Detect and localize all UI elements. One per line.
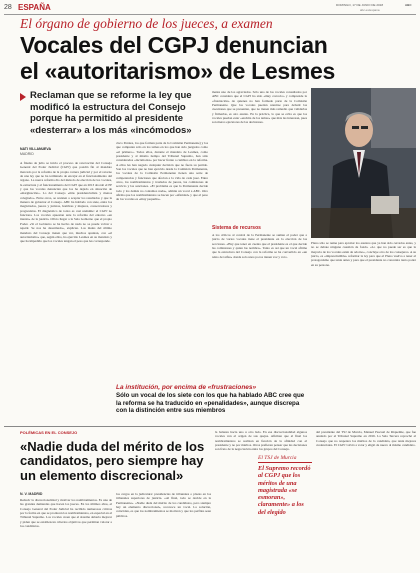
section2-tag: POLÉMICAS EN EL CONSEJO	[20, 430, 78, 435]
section2-title: «Nadie duda del mérito de los candidatos, pero siempre hay un elemento discrecional»	[20, 439, 205, 483]
body-column-3-text: menta uno de los agraviados. Sólo uno de los vocales consultados por ABC considera que el CGPJ ha sido «muy correcto» y comprende la «frustración» de quienes no han formado parte de la Comisión Permanente. Que los vocales puedan reunirse para debatir las cuestiones que se presentan, que no tienen más remedio que validarlas y firmarlas, es otro asunto. En la práctica, lo que se evita es que los vocales puedan estar «encima de los temas» que más les interesan, pues son meros ejecutores de las decisiones.	[212, 90, 307, 125]
photo-lesmes	[311, 88, 416, 238]
highlight-text: El Supremo recordó al CGPJ que los méritos de una magistrada «se esmoran», claramente» a los del elegido	[258, 465, 311, 516]
byline-place: MADRID	[20, 152, 34, 156]
highlight-box	[258, 455, 312, 565]
pullquote	[116, 384, 306, 415]
divider	[4, 426, 416, 427]
body-column-2: cisco Perales, los que forman parte de la Comisión Permanente) y los que computan sólo en los temas en los que han sido juzgados como «el primero». Todos ellos, durante el mandato de Lesmes, como presidente y al mismo tiempo del Tribunal Supremo, han sido considerados «incómodos» por hacer frente a cambios en la reforma. A ellos les han negado cualquier decisión que no fuera su partido. Son los vocales que no han ejercido desde la Comisión Permanente, los vocales de la Comisión Permanente tienen una serie de competencias y funciones que afectan a la vida de cada juez. Entre otros, los nombramientos y traslados de jueces, las comisiones de servicio y las sanciones. «El problema es que la Permanente decide todo y los demás no contamos nada», admite un vocal a ABC. Otro afirma que los nombramientos se hacen por «afinidad» y que el peso de los vocales es «muy pequeño».	[116, 141, 208, 202]
headline-kicker: El órgano de gobierno de los jueces, a examen	[20, 16, 273, 31]
byline	[20, 147, 51, 157]
section2-byline: N. V. MADRID	[20, 492, 43, 496]
site-url: abc.es/espana	[360, 8, 380, 12]
page-number: 28	[4, 4, 12, 11]
headline-title-1: Vocales del CGPJ denuncian	[20, 32, 328, 58]
photo-figure	[311, 88, 416, 238]
section2-column-2: los cargos en la judicatura: presidencias de tribunales o plazas en los tribunales superiores de justicia. «Al final, todo se decide en la Permanente». «Nadie duda del mérito de los candidatos, pero siempre hay un elemento discrecional», reconoce un vocal. La solución, coinciden, es que los nombramientos se motiven y que los perfiles sean públicos.	[116, 492, 211, 518]
subhead-bullet-icon	[20, 93, 26, 101]
body-column-3-text-b: A los críticos al control de la Permanente se suman el poder que a juicio de varios vocales tiene el presidente en la elección de las secciones. «Hay que tener en cuenta que el presidente es el que decide las comisiones y quien las nombra». Tanto es así que un vocal afirma que la estructura del Consejo con la reforma se ha convertido en «un reino de taifas» donde solo unos pocos tienen voz y voto.	[212, 233, 307, 259]
paper-name: ABC	[405, 3, 412, 7]
pullquote-text: Sólo un vocal de los siete con los que ha hablado ABC cree que la reforma se ha traducido en «penalidades», aunque discrepa con la distinción entre sus miembros	[116, 392, 305, 415]
subhead	[20, 90, 210, 136]
section-name: ESPAÑA	[18, 3, 51, 12]
section2-column-1: Reducir la discrecionalidad y motivar los nombramientos. Es una de las grandes demandas que hacen los jueces. En los últimos años, el Consejo General del Poder Judicial ha recibido numerosas críticas por la forma en que se producen los nombramientos, en especial en el Tribunal Supremo. Los vocales creen que el sistema debería mejorar y piden que se establezcan criterios objetivos que permitan valorar a los candidatos.	[20, 498, 112, 529]
pullquote-label: La institución, por encima de «frustraciones»	[116, 384, 257, 391]
highlight-label: El TSJ de Murcia	[258, 455, 312, 463]
headline-title-2: el «autoritarismo» de Lesmes	[20, 58, 336, 84]
page-header	[4, 2, 416, 15]
byline-author: NATI VILLANUEVA	[20, 147, 51, 151]
body-column-4: Pleno sólo se reúne para aprobar los asuntos que ya han sido cerrados antes, y no se debate ninguna cuestión de fondo. «Lo que no puede ser es que la mayoría de los vocales estén de adorno», concluye otro de los consejeros. A su juicio, es «imprescindible» reformar la ley para que el Pleno vuelva a tener el protagonismo que tenía antes y para que el presidente no concentre tanto poder en su persona.	[311, 241, 416, 267]
subhead-text: Reclaman que se reforme la ley que modificó la estructura del Consejo porque ha permitido al presidente «desterrar» a los más «incómodos»	[30, 90, 192, 136]
section2-column-3: la balanza hacia uno u otro lado. En esa discrecionalidad algunos vocales ven el origen de sus quejas. Afirman que al final los nombramientos se realizan en función de la afinidad con el presidente y no por méritos. Otros prefieren pensar que las decisiones son fruto de la negociación entre los grupos del Consejo.	[215, 430, 307, 452]
body-column-3	[212, 90, 307, 381]
section2-column-4: del presidente del TSJ de Murcia, Manuel Pascual de Riquelme, que fue anulado por el Tribunal Supremo en 2016. La Sala Tercera reprochó al Consejo que no respetara los méritos de la candidata, que tenía mejores credenciales. El CGPJ volvió a votar y eligió de nuevo al mismo candidato.	[316, 430, 416, 448]
body-column-1: A finales de julio se inicia el proceso de renovación del Consejo General del Poder Judicial (CGPJ) que pondrá fin al mandato marcado por la reforma de la propia carrera judicial y por el retorno de una ley que no ha terminado de encajar en el funcionamiento del órgano. La nueva reforma dio del método de elección de los vocales, la estructura y el funcionamiento del CGPJ que en 2013 abordó el PP y que los vocales denuncian que los ha dejado en situación de «marginación». Lo del Consejo «más presidencialista y menos colegiado». Entre otros, se resisten a aceptar los resultados y que la manera de gobernar el Consejo. ABC ha hablado con siete, entre los magistrados, jueces y juristas, hombres y mujeres, conservadores y progresistas. El diagnóstico de todos es casi unánime: el CGPJ no funciona. Los vocales apuestan ante la reforma del entorno «en interés» de la justicia. Obvio llegar a la Sala Gobierno que el propio Poder. «Si el Gobierno se ha hecho de nada no se puede volver a repetir. Se nos ha desarmado», explican. Los males del último mandato del Consejo tienen que ver, muchos apuntan, con «el autoritarismo» que, según ellos, ha ejercido Lesmes en su mandato y que ha impedido que los vocales tengan el peso que les corresponde.	[20, 161, 112, 244]
section-heading: Sistema de recursos	[212, 225, 261, 231]
date-line: DOMINGO, 17 DE JUNIO DE 2018	[336, 3, 384, 7]
